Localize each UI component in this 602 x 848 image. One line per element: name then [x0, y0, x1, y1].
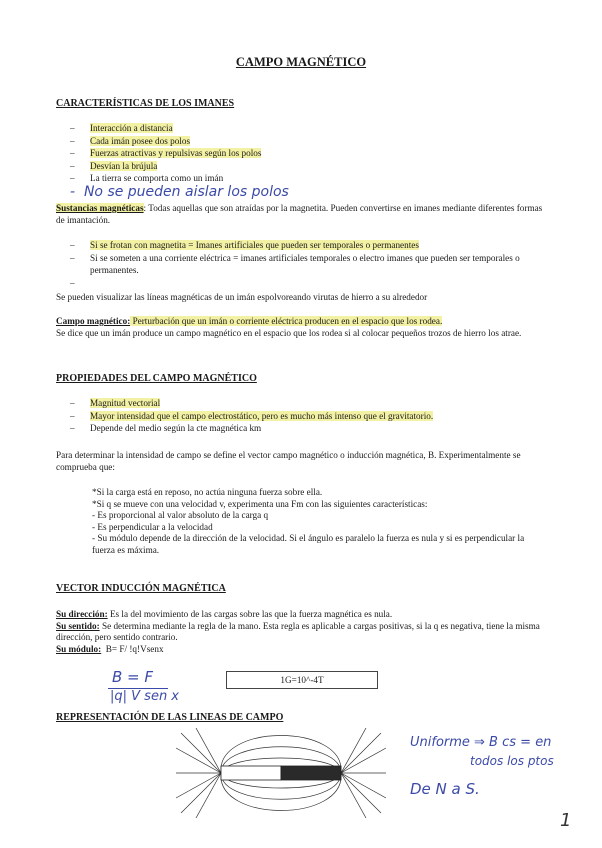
imanes-list	[60, 122, 540, 185]
handwritten-note: - No se pueden aislar los polos	[70, 184, 289, 200]
list-item: – La tierra se comporta como un imán	[60, 172, 540, 185]
caracteristicas-block	[92, 487, 542, 556]
page-number: 1	[560, 810, 572, 831]
list-item: - Su módulo depende de la dirección de la velocidad. Si el ángulo es paralelo la fuerza es nula y si es perpendicular la fuerza es máxima.	[92, 533, 525, 555]
page-title: CAMPO MAGNÉTICO	[235, 55, 367, 69]
magnet-north-half	[221, 766, 281, 780]
list-item: – Cada imán posee dos polos	[60, 135, 540, 148]
list-item: – Depende del medio según la cte magnética km	[60, 422, 546, 435]
propiedades-list	[60, 397, 546, 435]
section-heading-representacion: REPRESENTACIÓN DE LAS LINEAS DE CAMPO	[56, 712, 284, 723]
visualizar-text: Se pueden visualizar las líneas magnéticas de un imán espolvoreando virutas de hierro a su alrededor	[56, 292, 428, 302]
unit-box: 1G=10^-4T	[226, 671, 378, 689]
list-item: *Si q se mueve con una velocidad v, experimenta una Fm con las siguientes características:	[92, 498, 428, 509]
sustancias-paragraph: Sustancias magnéticas: Todas aquellas que son atraídas por la magnetita. Pueden convertirse en imanes mediante diferentes formas de imantación.	[56, 203, 543, 225]
section-heading-vector: VECTOR INDUCCIÓN MAGNÉTICA	[56, 583, 226, 594]
intro-paragraph: Para determinar la intensidad de campo se define el vector campo magnético o inducción magnética, B. Experimentalmente se comprueba que:	[56, 450, 521, 472]
list-item: – Si se frotan con magnetita = Imanes artificiales que pueden ser temporales o permanentes	[60, 239, 546, 252]
list-item: – Mayor intensidad que el campo electrostático, pero es mucho más intenso que el gravitatorio.	[60, 410, 546, 423]
handwritten-note-uniform: Uniforme ⇒ B cs = en	[410, 735, 552, 750]
campo-definition: Campo magnético: Perturbación que un imán o corriente eléctrica producen en el espacio que los rodea. Se dice que un imán produce un campo magnético en el espacio que los rodea si al colocar pequeños trozos de hierro los atrae.	[56, 316, 522, 338]
section-heading-imanes: CARACTERÍSTICAS DE LOS IMANES	[56, 98, 235, 109]
handwritten-formula-bottom: |q| V sen x	[110, 689, 180, 704]
magnet-south-half	[281, 766, 341, 780]
list-item: – Magnitud vectorial	[60, 397, 546, 410]
list-item: – Desvían la brújula	[60, 160, 540, 173]
handwritten-formula-top: B = F	[112, 668, 154, 686]
list-item: – Interacción a distancia	[60, 122, 540, 135]
list-item: *Si la carga está en reposo, no actúa ninguna fuerza sobre ella.	[92, 487, 323, 497]
magnet-field-diagram	[176, 728, 386, 818]
vector-definitions: Su dirección: Es la del movimiento de las cargas sobre las que la fuerza magnética es nula. Su sentido: Se determina mediante la regla de la mano. Esta regla es aplicable a cargas positivas, si la q es negativa, tiene la misma dirección, pero sentido contrario. Su módulo: B= F/ !q!Vsenx	[56, 609, 540, 654]
list-item: – Fuerzas atractivas y repulsivas según los polos	[60, 147, 540, 160]
sustancias-list	[60, 239, 546, 277]
section-heading-propiedades: PROPIEDADES DEL CAMPO MAGNÉTICO	[56, 373, 257, 384]
list-item: - Es perpendicular a la velocidad	[92, 521, 213, 532]
list-item: – Si se someten a una corriente eléctrica = imanes artificiales temporales o electro imanes que pueden ser temporales o permanentes.	[60, 252, 546, 277]
handwritten-note-points: todos los ptos	[470, 754, 554, 768]
handwritten-note-direction: De N a S.	[410, 780, 480, 798]
list-item: - Es proporcional al valor absoluto de la carga q	[92, 510, 269, 520]
